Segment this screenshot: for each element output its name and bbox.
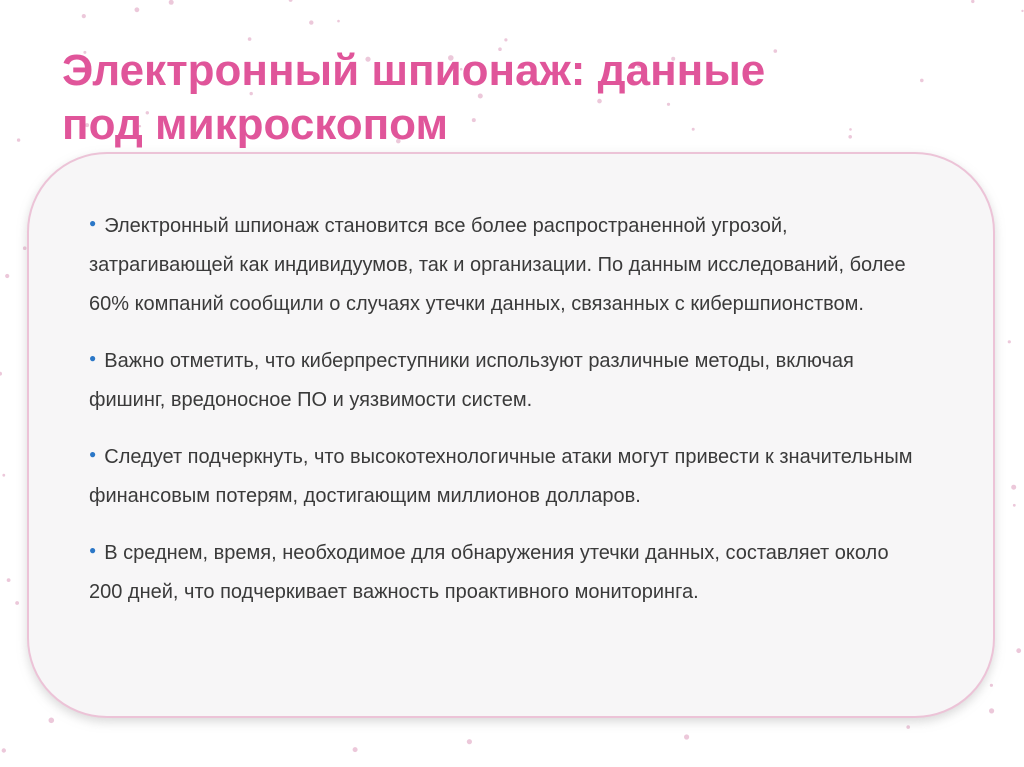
background-dot	[504, 38, 507, 41]
bullet-dot-icon: ●	[89, 447, 97, 461]
background-dot	[135, 7, 140, 12]
bullet-item	[89, 204, 919, 324]
slide-title-line-2: под микроскопом	[62, 100, 449, 149]
background-dot	[23, 246, 27, 250]
background-dot	[1021, 10, 1023, 12]
bullet-list	[89, 204, 919, 627]
background-dot	[990, 684, 993, 687]
background-dot	[1016, 648, 1021, 653]
bullet-item	[89, 339, 919, 420]
background-dot	[1011, 485, 1016, 490]
bullet-text: Важно отметить, что киберпреступники используют различные методы, включая фишинг, вредоносное ПО и уязвимости систем.	[89, 350, 854, 411]
background-dot	[971, 0, 974, 3]
slide-title-line-1: Электронный шпионаж: данные	[62, 46, 766, 95]
background-dot	[309, 20, 313, 24]
background-dot	[467, 739, 472, 744]
background-dot	[248, 37, 252, 41]
background-dot	[0, 372, 2, 376]
background-dot	[17, 138, 20, 141]
background-dot	[2, 748, 6, 752]
background-dot	[49, 718, 55, 724]
bullet-text: Следует подчеркнуть, что высокотехнологичные атаки могут привести к значительным финансовым потерям, достигающим миллионов долларов.	[89, 446, 913, 507]
background-dot	[2, 474, 5, 477]
bullet-dot-icon: ●	[89, 351, 97, 365]
background-dot	[1008, 340, 1011, 343]
background-dot	[989, 708, 994, 713]
background-dot	[7, 578, 11, 582]
bullet-dot-icon: ●	[89, 543, 97, 557]
slide-title	[62, 44, 962, 152]
background-dot	[906, 725, 910, 729]
background-dot	[289, 0, 293, 2]
bullet-dot-icon: ●	[89, 216, 97, 230]
background-dot	[5, 274, 9, 278]
bullet-text: В среднем, время, необходимое для обнаружения утечки данных, составляет около 200 дней, что подчеркивает важность проактивного мониторинга.	[89, 542, 889, 603]
background-dot	[684, 734, 689, 739]
background-dot	[1013, 504, 1016, 507]
background-dot	[353, 747, 358, 752]
bullet-text: Электронный шпионаж становится все более распространенной угрозой, затрагивающей как индивидуумов, так и организации. По данным исследований, более 60% компаний сообщили о случаях утечки данных, связанных с кибершпионством.	[89, 215, 906, 315]
background-dot	[82, 14, 86, 18]
background-dot	[337, 20, 340, 23]
bullet-item	[89, 435, 919, 516]
background-dot	[15, 601, 19, 605]
background-dot	[169, 0, 174, 5]
bullet-item	[89, 531, 919, 612]
